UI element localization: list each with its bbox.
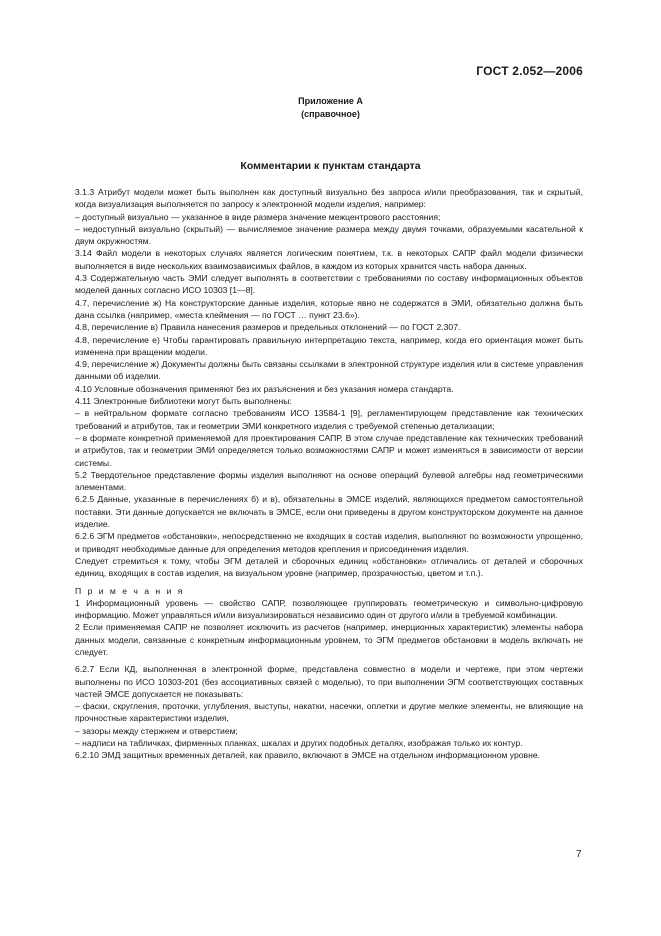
- paragraph: 3.14 Файл модели в некоторых случаях является логическим понятием, т.к. в некоторых САПР файл модели физически выполняется в виде нескольких взаимозависимых файлов, в каждом из которых хранится часть набора данных.: [75, 248, 583, 271]
- body-text: [75, 186, 583, 762]
- appendix-name: Приложение А: [298, 96, 363, 106]
- list-item: – зазоры между стержнем и отверстием;: [75, 725, 238, 736]
- page-number: 7: [576, 849, 582, 860]
- appendix-kind: (справочное): [301, 109, 360, 119]
- list-item: – в нейтральном формате согласно требованиям ИСО 13584-1 [9], регламентирующем представление как технических требований и атрибутов, так и геометрии ЭМИ конкретного изделия с требуемой степенью детализации;: [75, 408, 583, 431]
- note-item: 2 Если применяемая САПР не позволяет исключить из расчетов (например, инерционных характеристик) элементы набора данных модели, связанные с конкретным информационным уровнем, то ЭГМ предметов обстановки в модель включать не следует.: [75, 622, 583, 657]
- paragraph: 4.11 Электронные библиотеки могут быть выполнены:: [75, 396, 292, 407]
- paragraph: 4.8, перечисление в) Правила нанесения размеров и предельных отклонений — по ГОСТ 2.307.: [75, 322, 461, 333]
- note-item: 1 Информационный уровень — свойство САПР, позволяющее группировать геометрическую и символьно-цифровую информацию. Может управляться и/или визуализироваться независимо один от другого и/или в требуемой комбинации.: [75, 597, 583, 621]
- list-item: – фаски, скругления, проточки, углубления, выступы, накатки, насечки, оплетки и другие мелкие элементы, не влияющие на прочностные характеристики изделия,: [75, 701, 583, 724]
- list-item: – недоступный визуально (скрытый) — вычисляемое значение размера между двумя точками, образуемыми касательной к двум окружностям.: [75, 223, 583, 247]
- paragraph: Следует стремиться к тому, чтобы ЭГМ деталей и сборочных единиц «обстановки» отличались от деталей и сборочных единиц, входящих в состав изделия, на визуальном уровне (например, прозрачностью, цветом и т.п.).: [75, 555, 583, 579]
- notes-heading: П р и м е ч а н и я: [75, 585, 185, 596]
- paragraph: 4.10 Условные обозначения применяют без их разъяснения и без указания номера стандарта.: [75, 383, 454, 394]
- section-title: Комментарии к пунктам стандарта: [240, 160, 421, 172]
- standard-designation: ГОСТ 2.052—2006: [476, 64, 583, 78]
- paragraph: 4.7, перечисление ж) На конструкторские данные изделия, которые явно не содержатся в ЭМИ, обязательно должна быть дана ссылка (например, «места клеймения — по ГОСТ … пункт 23.6»).: [75, 297, 583, 320]
- paragraph: 6.2.6 ЭГМ предметов «обстановки», непосредственно не входящих в состав изделия, выполняют по возможности упрощенно, и приводят необходимые данные для определения методов крепления и присоединения изделия.: [75, 531, 583, 554]
- list-item: – надписи на табличках, фирменных планках, шкалах и других подобных деталях, изображая только их контур.: [75, 738, 523, 749]
- paragraph: 6.2.7 Если КД, выполненная в электронной форме, представлена совместно в модели и чертеже, при этом чертежи выполнены по ИСО 10303-201 (без ассоциативных связей с моделью), то при выполнении ЭГМ соответствующих составных частей ЭМСЕ допускается не показывать:: [75, 664, 583, 699]
- paragraph: 5.2 Твердотельное представление формы изделия выполняют на основе операций булевой алгебры над геометрическими элементами.: [75, 469, 583, 493]
- paragraph: 6.2.5 Данные, указанные в перечислениях б) и в), обязательны в ЭМСЕ изделий, являющихся предметом самостоятельной поставки. Эти данные допускается не включать в ЭМСЕ, если они приведены в другом конструкторском документе на данное изделие.: [75, 494, 583, 530]
- paragraph: 3.1.3 Атрибут модели может быть выполнен как доступный визуально без запроса и/или преобразования, так и скрытый, когда визуализация выполняется по запросу к электронной модели изделия, например:: [75, 187, 583, 210]
- list-item: – доступный визуально — указанное в виде размера значение межцентрового расстояния;: [75, 211, 441, 222]
- paragraph: 6.2.10 ЭМД защитных временных деталей, как правило, включают в ЭМСЕ на отдельном информационном уровне.: [75, 750, 541, 761]
- paragraph: 4.3 Содержательную часть ЭМИ следует выполнять в соответствии с требованиями по составу информационных объектов моделей данных согласно ИСО 10303 [1—8].: [75, 273, 583, 296]
- list-item: – в формате конкретной применяемой для проектирования САПР. В этом случае представление как технических требований и атрибутов, так и геометрии ЭМИ определяется только возможностями САПР и может изменяться в зависимости от версии системы.: [75, 432, 583, 468]
- paragraph: 4.8, перечисление е) Чтобы гарантировать правильную интерпретацию текста, например, когда его ориентация может быть изменена при вращении модели.: [75, 334, 583, 357]
- paragraph: 4.9, перечисление ж) Документы должны быть связаны ссылками в электронной структуре изделия или в системе управления данными об изделии.: [75, 359, 583, 382]
- appendix-heading: [0, 95, 661, 121]
